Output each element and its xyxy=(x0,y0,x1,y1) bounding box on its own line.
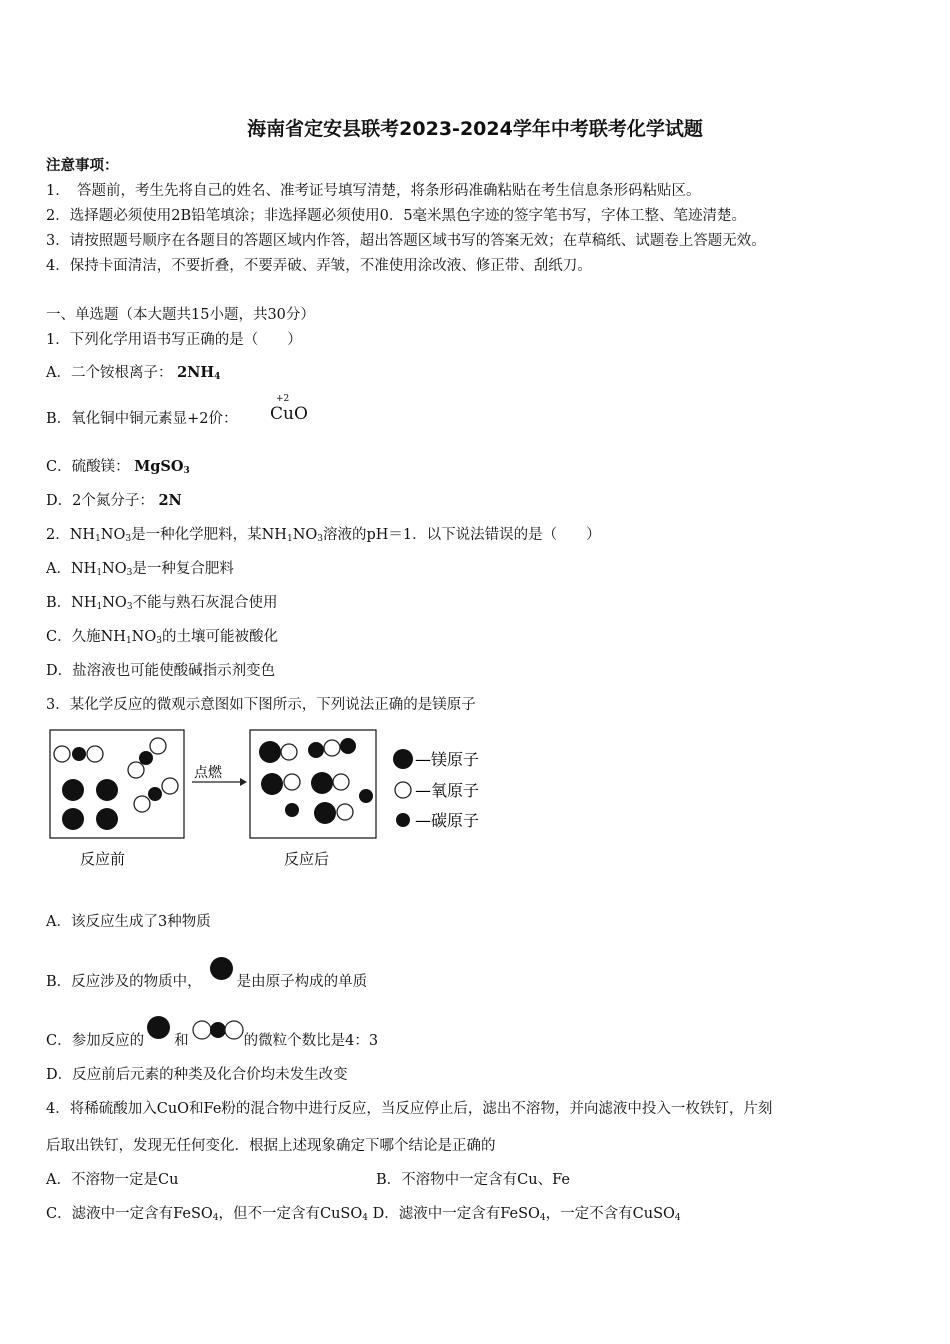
q1-b-formula: CuO xyxy=(270,404,308,424)
q3-option-a: A．该反应生成了3种物质 xyxy=(46,914,211,930)
reaction-arrow xyxy=(240,778,247,786)
co2-molecule-icon xyxy=(192,1019,244,1045)
magnesium-atom xyxy=(314,802,336,824)
legend-o: —氧原子 xyxy=(415,781,480,800)
legend-mg-icon xyxy=(393,749,413,769)
q3-option-d: D．反应前后元素的种类及化合价均未发生改变 xyxy=(46,1067,348,1083)
mg-atom-icon xyxy=(210,957,233,980)
notice-item-1: 1． 答题前，考生先将自己的姓名、准考证号填写清楚，将条形码准确粘贴在考生信息条形码粘贴区。 xyxy=(46,183,701,199)
oxygen-atom xyxy=(54,746,70,762)
notice-heading: 注意事项： xyxy=(46,157,119,174)
oxygen-atom xyxy=(150,738,166,754)
q1-stem: 1．下列化学用语书写正确的是（ ） xyxy=(46,332,302,348)
arrow-label: 点燃 xyxy=(194,765,222,781)
q4-stem-line1: 4．将稀硫酸加入CuO和Fe粉的混合物中进行反应，当反应停止后，滤出不溶物，并向滤液中投入一枚铁钉，片刻 xyxy=(46,1101,773,1117)
magnesium-atom xyxy=(62,779,84,801)
carbon-atom xyxy=(340,738,356,754)
magnesium-atom xyxy=(261,773,283,795)
oxygen-atom xyxy=(333,774,349,790)
q2-option-b: B．$NH_1NO_3$不能与熟石灰混合使用 xyxy=(46,595,278,612)
magnesium-atom xyxy=(311,772,333,794)
q3-option-b: B．反应涉及的物质中， 是由原子构成的单质 xyxy=(46,957,367,991)
q3-option-c: C．参加反应的 和 的微粒个数比是4：3 xyxy=(46,1016,378,1050)
magnesium-atom xyxy=(96,779,118,801)
q1-option-c: C．硫酸镁： MgSO$_3$ xyxy=(46,458,190,476)
carbon-atom xyxy=(72,747,86,761)
q1-option-d: D．2个氮分子： 2N xyxy=(46,492,182,509)
carbon-atom xyxy=(308,742,324,758)
oxygen-atom xyxy=(87,746,103,762)
notice-item-2: 2．选择题必须使用2B铅笔填涂；非选择题必须使用0．5毫米黑色字迹的签字笔书写，字体工整、笔迹清楚。 xyxy=(46,208,747,224)
legend-o-icon xyxy=(395,782,411,798)
mg-atom-icon xyxy=(147,1016,170,1039)
carbon-atom xyxy=(285,803,299,817)
q4-stem-line2: 后取出铁钉，发现无任何变化．根据上述现象确定下哪个结论是正确的 xyxy=(46,1138,496,1154)
q1-b-charge: +2 xyxy=(276,394,290,404)
reaction-diagram xyxy=(44,724,504,874)
oxygen-atom xyxy=(284,774,300,790)
oxygen-atom xyxy=(337,804,353,820)
carbon-atom xyxy=(139,751,153,765)
after-label: 反应后 xyxy=(284,850,330,868)
q1-option-b: B．氧化铜中铜元素显+2价： xyxy=(46,411,238,427)
q2-option-a: A．$NH_1NO_3$是一种复合肥料 xyxy=(46,561,234,578)
q2-option-d: D．盐溶液也可能使酸碱指示剂变色 xyxy=(46,663,276,679)
q1-option-a: A．二个铵根离子： $2NH_4$ xyxy=(46,364,221,382)
before-label: 反应前 xyxy=(80,850,126,868)
oxygen-atom xyxy=(162,778,178,794)
q3-stem: 3．某化学反应的微观示意图如下图所示，下列说法正确的是镁原子 xyxy=(46,697,476,713)
q2-stem: 2．$NH_1NO_3$是一种化学肥料，某$NH_1NO_3$溶液的pH＝1．以下说法错误的是（ ） xyxy=(46,527,601,544)
magnesium-atom xyxy=(62,808,84,830)
legend-c-icon xyxy=(396,813,410,827)
q2-option-c: C．久施$NH_1NO_3$的土壤可能被酸化 xyxy=(46,629,278,646)
magnesium-atom xyxy=(96,808,118,830)
carbon-atom xyxy=(359,789,373,803)
q4-option-a: A．不溶物一定是Cu xyxy=(46,1172,179,1188)
q4-option-b: B．不溶物中一定含有Cu、Fe xyxy=(376,1172,570,1188)
magnesium-atom xyxy=(259,741,281,763)
legend-mg: —镁原子 xyxy=(415,750,480,769)
page-title: 海南省定安县联考2023-2024学年中考联考化学试题 xyxy=(247,118,703,140)
legend-c: —碳原子 xyxy=(415,811,480,830)
notice-item-3: 3．请按照题号顺序在各题目的答题区域内作答，超出答题区域书写的答案无效；在草稿纸、试题卷上答题无效。 xyxy=(46,233,766,249)
oxygen-atom xyxy=(134,796,150,812)
section-heading: 一、单选题（本大题共15小题，共30分） xyxy=(46,307,315,323)
notice-item-4: 4．保持卡面清洁，不要折叠，不要弄破、弄皱，不准使用涂改液、修正带、刮纸刀。 xyxy=(46,258,592,274)
carbon-atom xyxy=(148,787,162,801)
q4-option-cd: C．滤液中一定含有FeSO$_4$，但不一定含有CuSO$_4$ D．滤液中一定含有FeSO$_4$，一定不含有CuSO$_4$ xyxy=(46,1206,681,1223)
oxygen-atom xyxy=(281,744,297,760)
oxygen-atom xyxy=(324,740,340,756)
oxygen-atom xyxy=(128,762,144,778)
